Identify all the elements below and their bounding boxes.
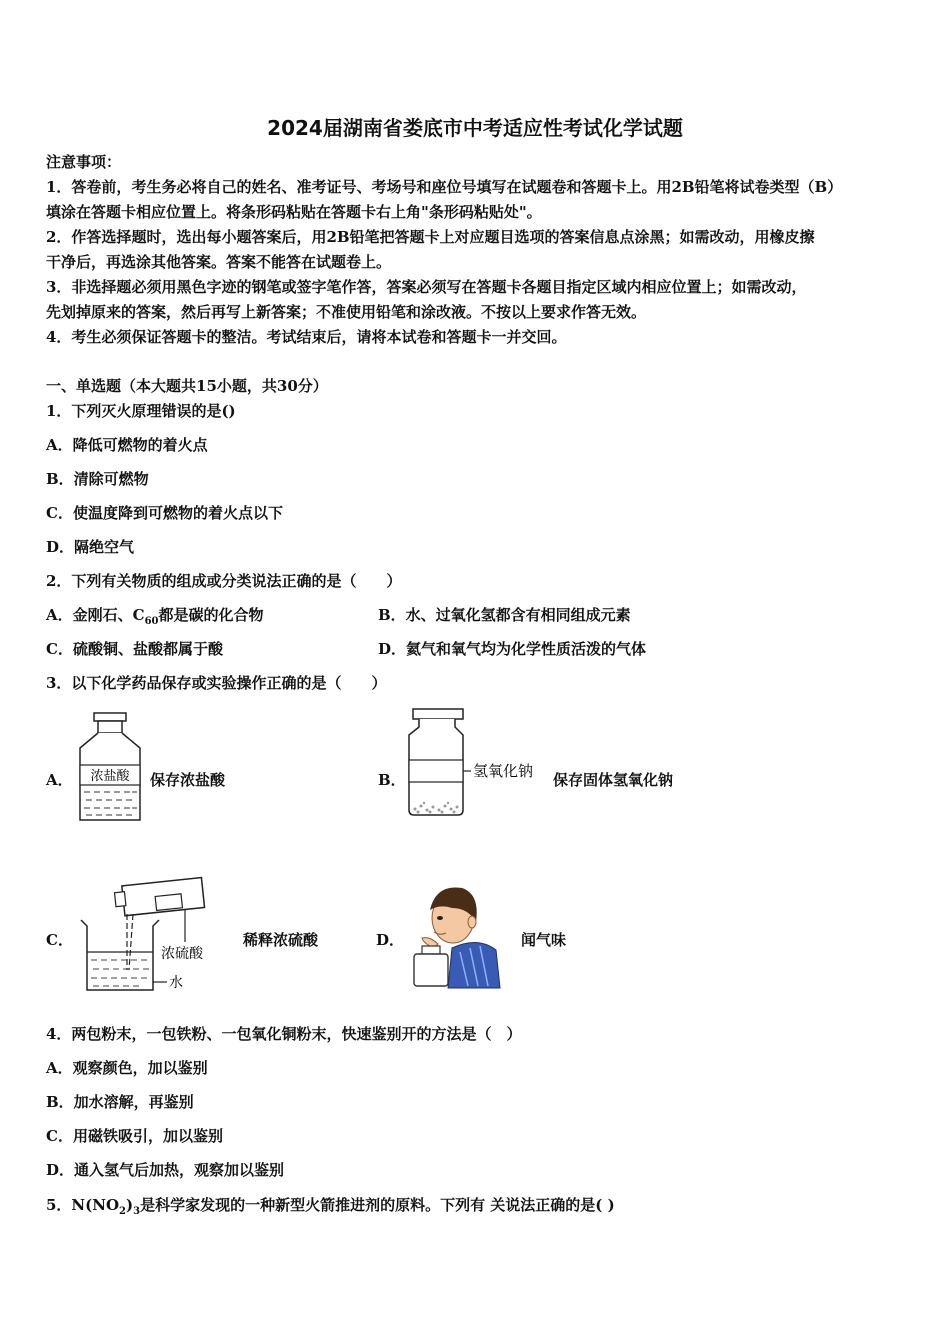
stem-text: 5．N(NO bbox=[46, 1196, 120, 1214]
option-b: B．水、过氧化氢都含有相同组成元素 bbox=[378, 606, 631, 624]
acid-label-text: 浓硫酸 bbox=[161, 946, 203, 962]
option-a: A．观察颜色，加以鉴别 bbox=[46, 1059, 208, 1077]
notice-heading: 注意事项： bbox=[46, 153, 122, 171]
reagent-bottle-diagram bbox=[74, 710, 146, 825]
option-d-label: D． bbox=[376, 931, 405, 949]
option-a-caption: 保存浓盐酸 bbox=[150, 771, 226, 789]
question-stem: 4．两包粉末，一包铁粉、一包氧化铜粉末，快速鉴别开的方法是（ ） bbox=[46, 1025, 522, 1043]
question-stem: 2．下列有关物质的组成或分类说法正确的是（ ） bbox=[46, 572, 402, 590]
question-stem bbox=[46, 1195, 615, 1222]
option-a-text: A．金刚石、C bbox=[46, 606, 145, 624]
page-title: 2024届湖南省娄底市中考适应性考试化学试题 bbox=[267, 116, 683, 140]
option-a: A．降低可燃物的着火点 bbox=[46, 436, 208, 454]
option-a-text-tail: 都是碳的化合物 bbox=[158, 606, 264, 624]
option-b: B．加水溶解，再鉴别 bbox=[46, 1093, 194, 1111]
stem-text: ) bbox=[126, 1196, 134, 1214]
subscript: 60 bbox=[144, 616, 159, 627]
option-a bbox=[46, 605, 264, 632]
subscript: 2 bbox=[119, 1206, 126, 1217]
option-a-label: A． bbox=[46, 771, 73, 789]
stem-text: 是科学家发现的一种新型火箭推进剂的原料。下列有 关说法正确的是( ) bbox=[140, 1196, 615, 1214]
bottle-label-text: 氢氧化钠 bbox=[473, 762, 534, 780]
notice-line: 先划掉原来的答案，然后再写上新答案；不准使用铅笔和涂改液。不按以上要求作答无效。 bbox=[46, 303, 647, 321]
notice-line: 2．作答选择题时，选出每小题答案后，用2B铅笔把答题卡上对应题目选项的答案信息点涂黑；如需改动，用橡皮擦 bbox=[46, 228, 815, 246]
dilution-diagram bbox=[75, 870, 225, 1000]
notice-line: 填涂在答题卡相应位置上。将条形码粘贴在答题卡右上角"条形码粘贴处"。 bbox=[46, 203, 542, 221]
water-label-text: 水 bbox=[169, 975, 183, 991]
option-c-caption: 稀释浓硫酸 bbox=[243, 931, 319, 949]
option-d: D．通入氢气后加热，观察加以鉴别 bbox=[46, 1161, 285, 1179]
notice-line: 4．考生必须保证答题卡的整洁。考试结束后，请将本试卷和答题卡一并交回。 bbox=[46, 328, 567, 346]
option-c: C．用磁铁吸引，加以鉴别 bbox=[46, 1127, 223, 1145]
option-c-label: C． bbox=[46, 931, 73, 949]
option-b-caption: 保存固体氢氧化钠 bbox=[553, 771, 674, 789]
bottle-label-text: 浓盐酸 bbox=[90, 769, 130, 784]
question-stem: 1．下列灭火原理错误的是() bbox=[46, 402, 236, 420]
subscript: 3 bbox=[133, 1206, 141, 1217]
option-b-label: B． bbox=[378, 771, 406, 789]
section-heading: 一、单选题（本大题共15小题，共30分） bbox=[46, 377, 328, 395]
smelling-gas-illustration bbox=[408, 878, 508, 990]
option-d-caption: 闻气味 bbox=[521, 931, 567, 949]
option-d: D．氦气和氧气均为化学性质活泼的气体 bbox=[378, 640, 647, 658]
question-stem: 3．以下化学药品保存或实验操作正确的是（ ） bbox=[46, 674, 387, 692]
notice-line: 干净后，再选涂其他答案。答案不能答在试题卷上。 bbox=[46, 253, 392, 271]
option-b: B．清除可燃物 bbox=[46, 470, 149, 488]
option-c: C．硫酸铜、盐酸都属于酸 bbox=[46, 640, 223, 658]
notice-line: 3．非选择题必须用黑色字迹的钢笔或签字笔作答，答案必须写在答题卡各题目指定区域内相应位置上；如需改动， bbox=[46, 278, 807, 296]
wide-mouth-bottle-diagram bbox=[405, 705, 550, 820]
option-d: D．隔绝空气 bbox=[46, 538, 135, 556]
option-c: C．使温度降到可燃物的着火点以下 bbox=[46, 504, 283, 522]
notice-line: 1．答卷前，考生务必将自己的姓名、准考证号、考场号和座位号填写在试题卷和答题卡上。用2B铅笔将试卷类型（B） bbox=[46, 178, 843, 196]
